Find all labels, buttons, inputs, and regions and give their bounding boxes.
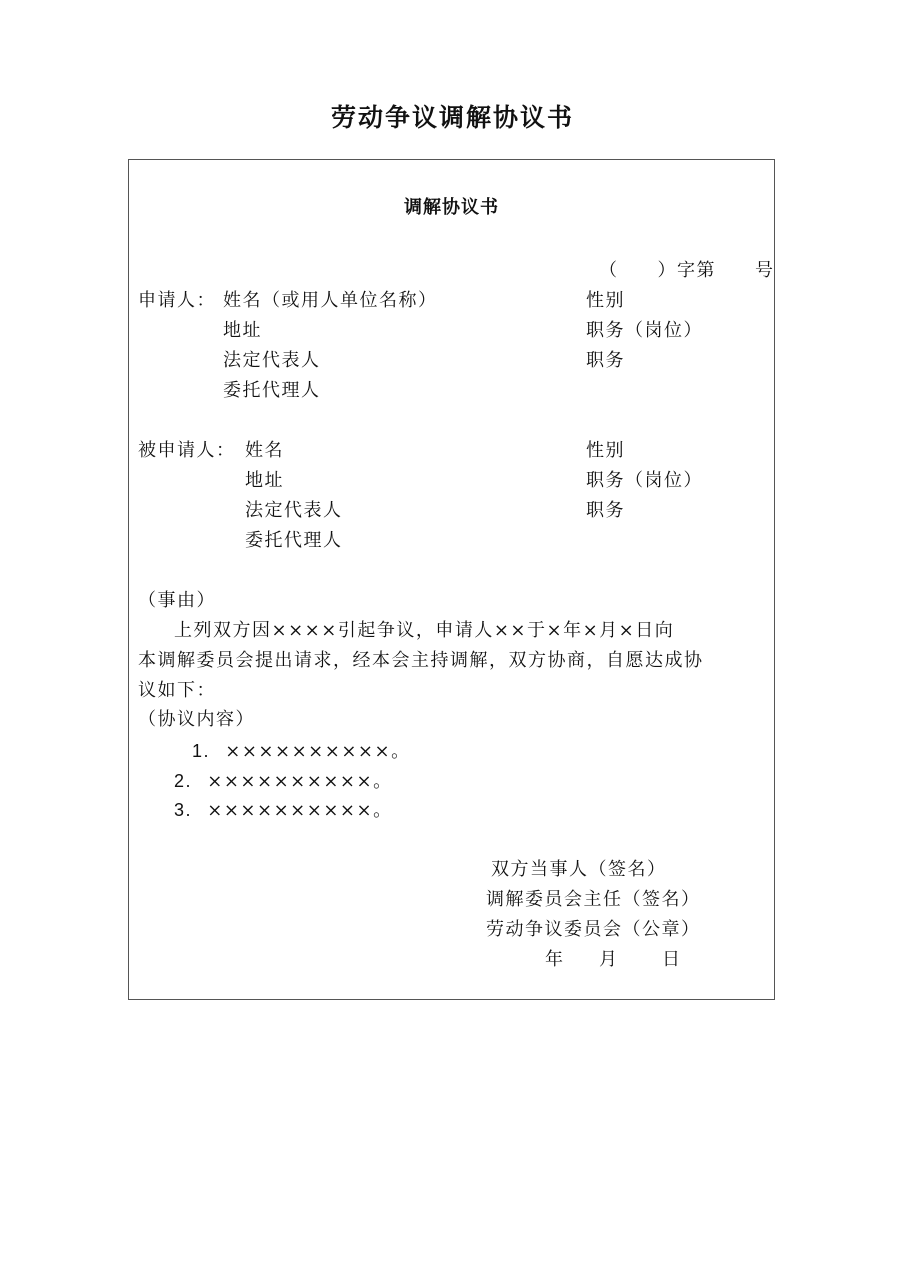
reason-paragraph-line: 本调解委员会提出请求，经本会主持调解，双方协商，自愿达成协 <box>138 650 704 671</box>
agreement-item-text: ××××××××××。 <box>207 800 393 821</box>
reason-heading: （事由） <box>138 590 216 611</box>
agreement-item-number: 1. <box>192 741 211 761</box>
applicant-name-field: 姓名（或用人单位名称） <box>223 290 438 311</box>
signature-committee-seal: 劳动争议委员会（公章） <box>486 919 701 940</box>
document-number: （ ）字第 号 <box>599 260 775 281</box>
agreement-item <box>192 740 411 763</box>
agreement-item <box>174 770 393 793</box>
agreement-item-number: 3. <box>174 800 193 820</box>
agreement-item-number: 2. <box>174 771 193 791</box>
agreement-item-text: ××××××××××。 <box>225 741 411 762</box>
form-title: 调解协议书 <box>404 197 499 218</box>
reason-paragraph-line: 上列双方因××××引起争议，申请人××于×年×月×日向 <box>174 620 675 641</box>
applicant-legal-rep-title-field: 职务 <box>586 350 625 371</box>
signature-parties: 双方当事人（签名） <box>491 859 667 880</box>
respondent-agent-field: 委托代理人 <box>245 530 343 551</box>
date-month: 月 <box>599 949 619 970</box>
applicant-position-field: 职务（岗位） <box>586 320 703 341</box>
form-frame <box>128 159 775 1000</box>
agreement-item <box>174 799 393 822</box>
respondent-legal-rep-field: 法定代表人 <box>245 500 343 521</box>
respondent-position-field: 职务（岗位） <box>586 470 703 491</box>
reason-paragraph-line: 议如下： <box>138 680 216 701</box>
applicant-gender-field: 性别 <box>586 290 625 311</box>
respondent-legal-rep-title-field: 职务 <box>586 500 625 521</box>
date-day: 日 <box>662 949 682 970</box>
agreement-heading: （协议内容） <box>138 709 255 730</box>
applicant-agent-field: 委托代理人 <box>223 380 321 401</box>
agreement-item-text: ××××××××××。 <box>207 771 393 792</box>
respondent-name-field: 姓名 <box>245 440 284 461</box>
applicant-address-field: 地址 <box>223 320 262 341</box>
respondent-address-field: 地址 <box>245 470 284 491</box>
applicant-label: 申请人： <box>138 290 216 311</box>
page-title: 劳动争议调解协议书 <box>330 103 574 132</box>
respondent-gender-field: 性别 <box>586 440 625 461</box>
applicant-legal-rep-field: 法定代表人 <box>223 350 321 371</box>
date-year: 年 <box>545 949 565 970</box>
respondent-label: 被申请人： <box>138 440 236 461</box>
signature-committee-director: 调解委员会主任（签名） <box>486 889 701 910</box>
